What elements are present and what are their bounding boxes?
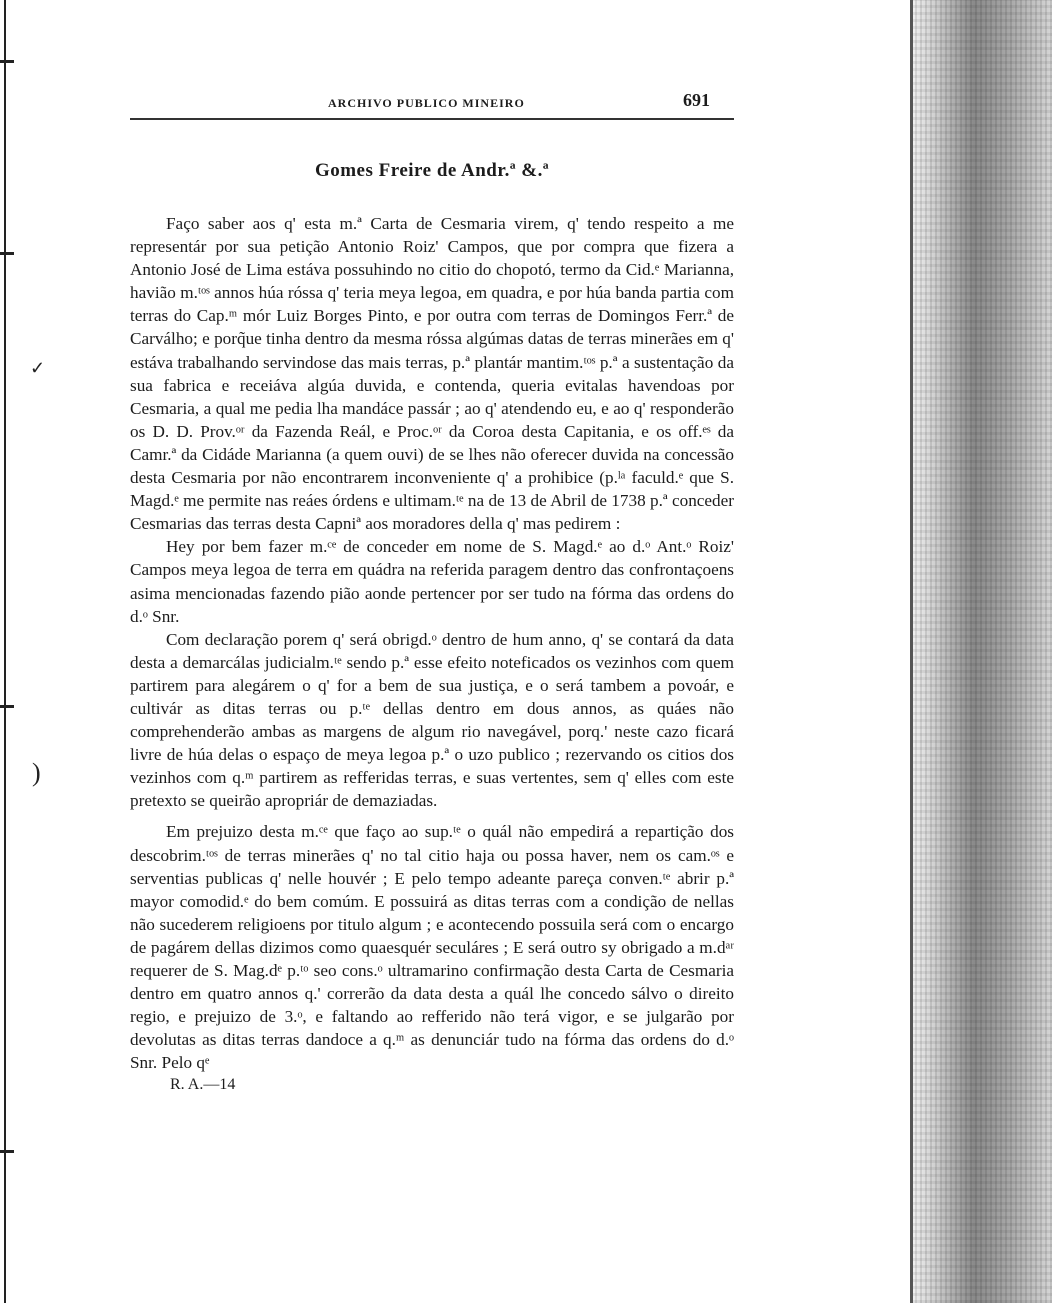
binding-line	[4, 0, 6, 1303]
paragraph: Com declaração porem q' será obrigd.ᵒ dentro de hum anno, q' se contará da data desta a demarcálas judicialm.ᵗᵉ sendo p.ª esse efeito noteficados os vezinhos com quem partirem para alegárem o q' for a bem de sua justiça, e o será tambem a povoár, e cultivár as ditas terras ou p.ᵗᵉ dellas dentro em dous annos, as quáes não comprehenderão ambas as margens de algum rio navegável, porq.' neste cazo ficará livre de húa delas o espaço de meya legoa p.ª o uzo publico ; rezervando os citios dos vezinhos com q.ᵐ partirem as refferidas terras, e suas vertentes, sem q' elles com este pretexto se queirão apropriár de demaziadas.	[130, 629, 734, 811]
margin-tick	[0, 705, 14, 708]
document-page	[130, 86, 734, 1094]
paragraph: Faço saber aos q' esta m.ª Carta de Cesmaria virem, q' tendo respeito a me representár por sua petição Antonio Roiz' Campos, que por compra que fizera a Antonio José de Lima estáva possuhindo no citio do chopotó, termo da Cid.ᵉ Marianna, havião m.ᵗᵒˢ annos húa róssa q' teria meya legoa, em quadra, e por húa banda partia com terras do Cap.ᵐ mór Luiz Borges Pinto, e por outra com terras de Domingos Ferr.ª de Carválho; e porq̃ue tinha dentro da mesma róssa algúmas datas de terras minerães em q' estáva trabalhando servindose das mais terras, p.ª plantár mantim.ᵗᵒˢ p.ª a sustentação da sua fabrica e receiáva algúa duvida, e contenda, queria evitalas havendoas por Cesmaria, a qual me pedia lha mandáce passár ; ao q' atendendo eu, e ao q' responderão os D. D. Prov.ᵒʳ da Fazenda Reál, e Proc.ᵒʳ da Coroa desta Capitania, e os off.ᵉˢ da Camr.ª da Cidáde Marianna (a quem ouvi) de se lhes não oferecer duvida na concessão desta Cesmaria por não encontrarem inconveniente q' a prohibice (p.ˡᵃ faculd.ᵉ que S. Magd.ᵉ me permite nas reáes órdens e ultimam.ᵗᵉ na de 13 de Abril de 1738 p.ª conceder Cesmarias das terras desta Capniª aos moradores della q' mas pedirem :	[130, 214, 734, 534]
document-body	[130, 212, 734, 1074]
running-title: ARCHIVO PUBLICO MINEIRO	[328, 96, 525, 110]
margin-parenthesis: )	[32, 758, 41, 787]
document-title: Gomes Freire de Andr.ª &.ª	[314, 160, 550, 181]
margin-checkmark: ✓	[30, 358, 46, 378]
scan-left-edge	[0, 0, 16, 1303]
margin-tick	[0, 252, 14, 255]
scan-right-border	[910, 0, 1052, 1303]
footer-signature: R. A.—14	[170, 1076, 236, 1094]
running-header	[130, 86, 734, 120]
page-number: 691	[683, 90, 710, 110]
paragraph: Em prejuizo desta m.ᶜᵉ que faço ao sup.ᵗᵉ o quál não empedirá a repartição dos descobrim.ᵗᵒˢ de terras minerães q' no tal citio haja ou possa haver, nem os cam.ᵒˢ e serventias publicas q' nelle houvér ; E pelo tempo adeante pareça conven.ᵗᵉ abrir p.ª mayor comodid.ᵉ do bem comúm. E possuirá as ditas terras com a condição de nellas não sucederem religioens por titulo algum ; e acontecendo possuila será com o encargo de pagárem dellas dizimos como quaesquér seculáres ; E será outro sy obrigado a m.dᵃʳ requerer de S. Mag.dᵉ p.ᵗᵒ seo cons.ᵒ ultramarino confirmação desta Carta de Cesmaria dentro em quatro annos q.' correrão da data desta a quál lhe concedo sálvo o direito regio, e prejuizo de 3.ᵒ, e faltando ao refferido não terá vigor, e se julgarão por devolutas as ditas terras dandoce a q.ᵐ as denunciár tudo na fórma das ordens do d.ᵒ Snr. Pelo qᵉ	[130, 822, 734, 1073]
paragraph: Hey por bem fazer m.ᶜᵉ de conceder em nome de S. Magd.ᵉ ao d.ᵒ Ant.ᵒ Roiz' Campos meya legoa de terra em quádra na referida paragem dentro das confrontaçoens asima mencionadas fazendo pião aonde pertencer por ser tudo na fórma das ordens do d.ᵒ Snr.	[130, 537, 734, 626]
page-fold-line	[910, 0, 913, 1303]
margin-tick	[0, 60, 14, 63]
margin-tick	[0, 1150, 14, 1153]
